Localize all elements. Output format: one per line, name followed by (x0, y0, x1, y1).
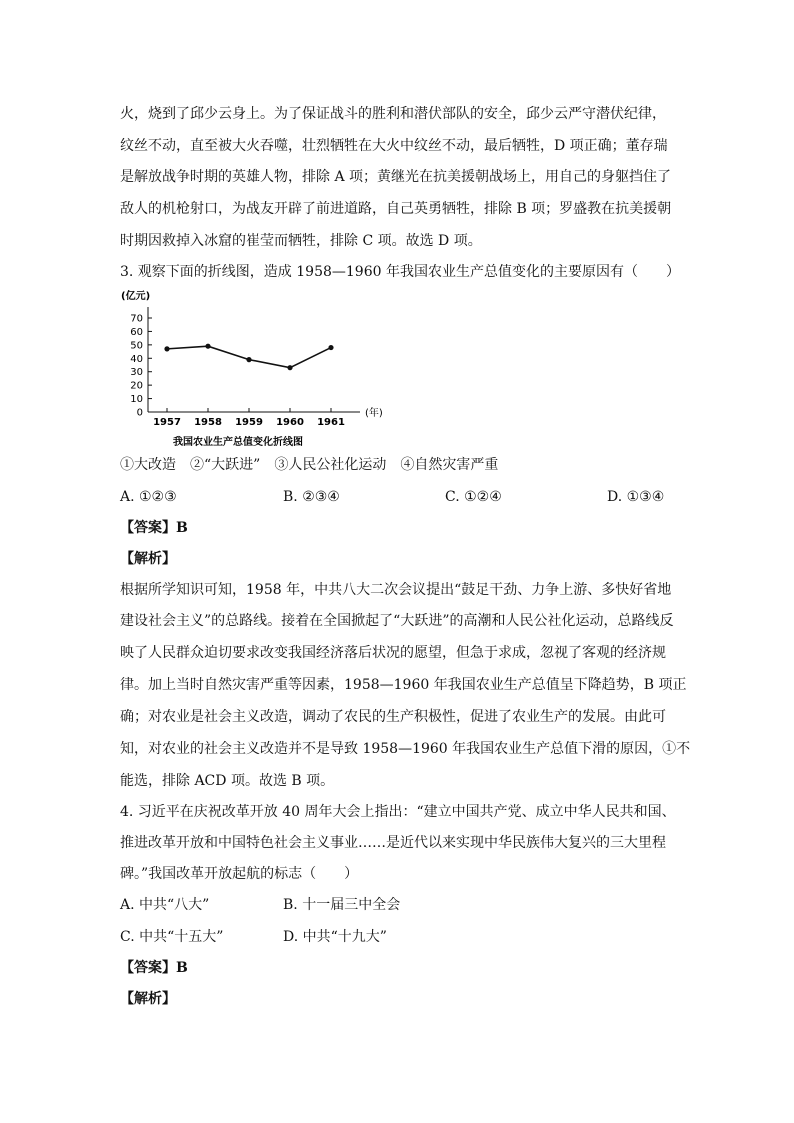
y-tick-label: 60 (130, 326, 143, 338)
x-tick-label: 1960 (276, 417, 304, 428)
y-tick-label: 30 (130, 367, 143, 379)
y-tick-label: 50 (130, 340, 143, 352)
q2-text-line: 火，烧到了邱少云身上。为了保证战斗的胜利和潜伏部队的安全，邱少云严守潜伏纪律， (120, 106, 666, 122)
q3-analysis-line: 映了人民群众迫切要求改变我国经济落后状况的愿望，但急于求成，忽视了客观的经济规 (120, 645, 666, 661)
q3-analysis-line: 根据所学知识可知，1958 年，中共八大二次会议提出“鼓足干劲、力争上游、多快好省地 (120, 582, 672, 598)
q3-items: ①大改造 ②“大跃进” ③人民公社化运动 ④自然灾害严重 (120, 457, 499, 473)
q3-answer: 【答案】B (120, 520, 188, 536)
chart-title: 我国农业生产总值变化折线图 (173, 437, 303, 448)
data-point (205, 344, 210, 349)
chart-series-line (167, 346, 331, 367)
q4-option-b: B. 十一届三中全会 (283, 897, 401, 913)
q3-option-b: B. ②③④ (283, 489, 340, 505)
chart-x-unit: (年) (365, 408, 383, 419)
q4-answer: 【答案】B (120, 960, 188, 976)
q4-stem-line: 4. 习近平在庆祝改革开放 40 周年大会上指出：“建立中国共产党、成立中华人民共和国、 (120, 804, 676, 820)
q4-stem-line: 碑。”我国改革开放起航的标志（ ） (120, 866, 359, 882)
data-point (164, 346, 169, 351)
y-tick-label: 10 (130, 394, 143, 406)
x-tick-label: 1957 (153, 417, 181, 428)
q3-analysis-line: 律。加上当时自然灾害严重等因素，1958—1960 年我国农业生产总值呈下降趋势，B 项正 (120, 677, 687, 693)
q4-option-c: C. 中共“十五大” (120, 929, 224, 945)
q3-option-d: D. ①③④ (607, 489, 665, 505)
q3-analysis-label: 【解析】 (120, 551, 176, 567)
y-tick-label: 0 (136, 407, 143, 419)
q3-analysis-line: 知，对农业的社会主义改造并不是导致 1958—1960 年我国农业生产总值下滑的原因，①不 (120, 741, 691, 757)
q3-stem: 3. 观察下面的折线图，造成 1958—1960 年我国农业生产总值变化的主要原因有（ ） (120, 264, 680, 280)
x-tick-label: 1959 (235, 417, 263, 428)
q4-stem-line: 推进改革开放和中国特色社会主义事业……是近代以来实现中华民族伟大复兴的三大里程 (120, 835, 666, 851)
y-tick-label: 20 (130, 380, 143, 392)
q3-analysis-line: 建设社会主义”的总路线。接着在全国掀起了“大跃进”的高潮和人民公社化运动，总路线反 (120, 613, 674, 629)
q2-text-line: 纹丝不动，直至被大火吞噬，壮烈牺牲在大火中纹丝不动，最后牺牲，D 项正确；董存瑞 (120, 138, 668, 154)
data-point (246, 357, 251, 362)
q3-analysis-line: 能选，排除 ACD 项。故选 B 项。 (120, 773, 335, 789)
q2-text-line: 时期因救掉入冰窟的崔莹而牺牲，排除 C 项。故选 D 项。 (120, 233, 482, 249)
q4-option-a: A. 中共“八大” (120, 897, 210, 913)
q4-analysis-label: 【解析】 (120, 991, 176, 1007)
x-tick-label: 1961 (317, 417, 345, 428)
x-tick-label: 1958 (194, 417, 222, 428)
q3-option-a: A. ①②③ (120, 489, 177, 505)
q2-text-line: 敌人的机枪射口，为战友开辟了前进道路，自己英勇牺牲，排除 B 项；罗盛教在抗美援朝 (120, 201, 672, 217)
y-tick-label: 40 (130, 353, 143, 365)
q4-option-d: D. 中共“十九大” (283, 929, 387, 945)
chart-y-unit: (亿元) (121, 291, 151, 302)
y-tick-label: 70 (130, 313, 143, 325)
agri-output-line-chart (115, 285, 405, 450)
data-point (287, 365, 292, 370)
q3-analysis-line: 确；对农业是社会主义改造，调动了农民的生产积极性，促进了农业生产的发展。由此可 (120, 709, 666, 725)
q3-option-c: C. ①②④ (445, 489, 502, 505)
q2-text-line: 是解放战争时期的英雄人物，排除 A 项；黄继光在抗美援朝战场上，用自己的身躯挡住了 (120, 169, 672, 185)
data-point (328, 345, 333, 350)
